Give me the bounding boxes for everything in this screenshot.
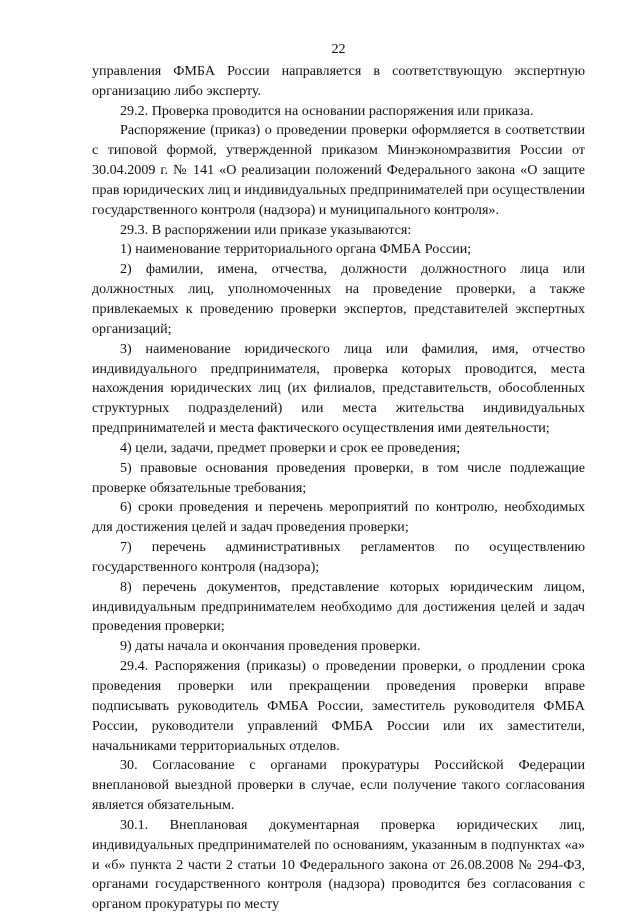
paragraph: 3) наименование юридического лица или фамилия, имя, отчество индивидуального предпринимателя, проверка которых проводится, места нахождения юридических лиц (их филиалов, представительств, обособленных структурных подразделений) или места жительства индивидуальных предпринимателей и места фактического осуществления ими деятельности;: [92, 340, 585, 437]
document-body: [92, 62, 585, 915]
paragraph: 8) перечень документов, представление которых юридическим лицом, индивидуальным предпринимателем необходимо для достижения целей и задач проведения проверки;: [92, 578, 585, 635]
paragraph: 9) даты начала и окончания проведения проверки.: [120, 638, 421, 655]
paragraph: 6) сроки проведения и перечень мероприятий по контролю, необходимых для достижения целей и задач проведения проверки;: [92, 499, 585, 536]
paragraph: 7) перечень административных регламентов по осуществлению государственного контроля (надзора);: [92, 539, 585, 575]
page-number: 22: [331, 41, 346, 57]
paragraph: управления ФМБА России направляется в соответствующую экспертную организацию либо эксперту.: [92, 62, 585, 99]
paragraph: 5) правовые основания проведения проверки, в том числе подлежащие проверке обязательные требования;: [92, 459, 585, 496]
paragraph: Распоряжение (приказ) о проведении проверки оформляется в соответствии с типовой формой, утвержденной приказом Минэкономразвития России от 30.04.2009 г. № 141 «О реализации положений Федерального закона «О защите прав юридических лиц и индивидуальных предпринимателей при осуществлении государственного контроля (надзора) и муниципального контроля».: [92, 122, 585, 218]
document-page: [92, 40, 585, 915]
paragraph: 29.3. В распоряжении или приказе указываются:: [120, 221, 412, 238]
paragraph: 30.1. Внеплановая документарная проверка юридических лиц, индивидуальных предпринимателей по основаниям, указанным в подпунктах «а» и «б» пункта 2 части 2 статьи 10 Федерального закона от 26.08.2008 № 294-ФЗ, органами государственного контроля (надзора) проводится без согласования с органом прокуратуры по месту: [92, 816, 585, 913]
paragraph: 4) цели, задачи, предмет проверки и срок ее проведения;: [120, 439, 461, 456]
paragraph: 29.4. Распоряжения (приказы) о проведении проверки, о продлении срока проведения проверки или прекращении проведения проверки вправе подписывать руководитель ФМБА России, заместитель руководителя ФМБА России, руководители управлений ФМБА России или их заместители, начальниками территориальных отделов.: [92, 658, 585, 754]
paragraph: 29.2. Проверка проводится на основании распоряжения или приказа.: [120, 102, 534, 119]
paragraph: 30. Согласование с органами прокуратуры Российской Федерации внеплановой выездной проверки в случае, если получение такого согласования является обязательным.: [92, 757, 585, 814]
paragraph: 2) фамилии, имена, отчества, должности должностного лица или должностных лиц, уполномоченных на проведение проверки, а также привлекаемых к проведению проверки экспертов, представителей экспертных организаций;: [92, 261, 585, 337]
paragraph: 1) наименование территориального органа ФМБА России;: [120, 241, 472, 258]
